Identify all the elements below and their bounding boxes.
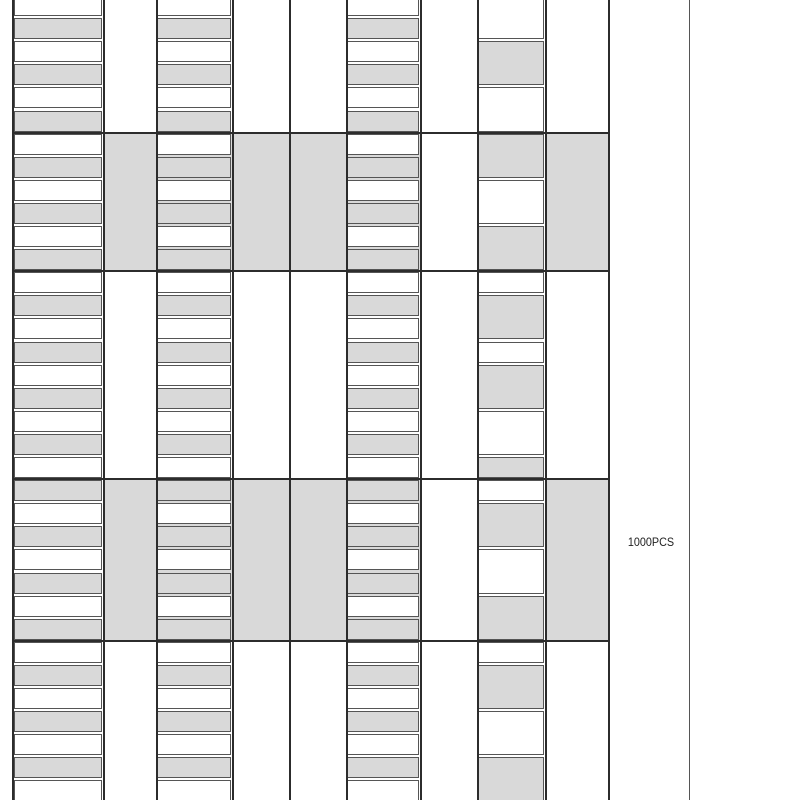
col8-value xyxy=(481,411,540,455)
col8-value xyxy=(481,272,540,293)
column-divider xyxy=(608,0,610,800)
packing-quantity: 1000PCS xyxy=(627,535,675,549)
group-col2 xyxy=(107,479,154,641)
dimension-value xyxy=(351,388,416,409)
weight xyxy=(549,0,605,133)
group-col4 xyxy=(235,271,285,479)
col8-value xyxy=(481,757,540,800)
part-code xyxy=(18,87,97,108)
part-code xyxy=(18,41,97,62)
dimension-value xyxy=(351,457,416,478)
group-col2 xyxy=(107,271,154,479)
weight xyxy=(549,479,605,641)
dimension-value xyxy=(351,111,416,132)
group-divider xyxy=(12,640,610,642)
part-code xyxy=(18,388,97,409)
range-value xyxy=(161,665,228,686)
part-code xyxy=(18,526,97,547)
dimension-value xyxy=(351,134,416,155)
range-value xyxy=(161,503,228,524)
range-value xyxy=(161,711,228,732)
col8-value xyxy=(481,596,540,640)
dimension-value xyxy=(351,318,416,339)
col8-value xyxy=(481,295,540,339)
dimension-value xyxy=(351,295,416,316)
range-value xyxy=(161,757,228,778)
col8-value xyxy=(481,642,540,663)
part-code xyxy=(18,457,97,478)
part-code xyxy=(18,64,97,85)
column-divider xyxy=(420,0,422,800)
part-code xyxy=(18,549,97,570)
dimension-value xyxy=(351,642,416,663)
dimension-value xyxy=(351,711,416,732)
part-code xyxy=(18,249,97,270)
range-value xyxy=(161,180,228,201)
range-value xyxy=(161,203,228,224)
part-code xyxy=(18,688,97,709)
dimension-value xyxy=(351,549,416,570)
range-value xyxy=(161,365,228,386)
col8-value xyxy=(481,134,540,178)
part-code xyxy=(18,18,97,39)
part-code xyxy=(18,434,97,455)
part-code xyxy=(18,711,97,732)
range-value xyxy=(161,573,228,594)
col8-value xyxy=(481,365,540,409)
range-value xyxy=(161,87,228,108)
dimension-value xyxy=(351,272,416,293)
range-value xyxy=(161,388,228,409)
group-col7 xyxy=(423,479,475,641)
part-code xyxy=(18,780,97,800)
dimension-value xyxy=(351,41,416,62)
dimension-value xyxy=(351,157,416,178)
col8-value xyxy=(481,342,540,363)
col8-value xyxy=(481,711,540,755)
dimension-value xyxy=(351,619,416,640)
range-value xyxy=(161,549,228,570)
col8-value xyxy=(481,87,540,131)
column-divider xyxy=(12,0,14,800)
dimension-value xyxy=(351,596,416,617)
group-col4 xyxy=(235,133,285,272)
dimension-value xyxy=(351,180,416,201)
col8-value xyxy=(481,457,540,478)
part-code xyxy=(18,365,97,386)
dimension-value xyxy=(351,573,416,594)
range-value xyxy=(161,64,228,85)
range-value xyxy=(161,249,228,270)
range-value xyxy=(161,642,228,663)
range-value xyxy=(161,318,228,339)
part-code xyxy=(18,134,97,155)
part-code xyxy=(18,318,97,339)
dimension-value xyxy=(351,18,416,39)
group-divider xyxy=(12,270,610,272)
dimension-value xyxy=(351,757,416,778)
dimension-value xyxy=(351,87,416,108)
group-col7 xyxy=(423,133,475,272)
part-code xyxy=(18,480,97,501)
dimension-value xyxy=(351,688,416,709)
group-col4 xyxy=(235,641,285,800)
part-code xyxy=(18,665,97,686)
range-value xyxy=(161,0,228,16)
column-divider xyxy=(289,0,291,800)
part-code xyxy=(18,272,97,293)
col8-value xyxy=(481,180,540,224)
range-value xyxy=(161,272,228,293)
part-code xyxy=(18,573,97,594)
dimension-value xyxy=(351,526,416,547)
dimension-value xyxy=(351,342,416,363)
range-value xyxy=(161,226,228,247)
group-col2 xyxy=(107,641,154,800)
col8-value xyxy=(481,0,540,39)
dimension-value xyxy=(351,64,416,85)
part-code xyxy=(18,0,97,16)
part-code xyxy=(18,596,97,617)
range-value xyxy=(161,734,228,755)
range-value xyxy=(161,434,228,455)
part-code xyxy=(18,203,97,224)
part-code xyxy=(18,619,97,640)
group-col2 xyxy=(107,133,154,272)
dimension-value xyxy=(351,780,416,800)
column-divider xyxy=(103,0,105,800)
part-code xyxy=(18,734,97,755)
group-col4 xyxy=(235,479,285,641)
weight xyxy=(549,133,605,272)
dimension-value xyxy=(351,365,416,386)
range-value xyxy=(161,111,228,132)
group-col4 xyxy=(235,0,285,133)
range-value xyxy=(161,41,228,62)
group-divider xyxy=(12,478,610,480)
table-right-border xyxy=(689,0,690,800)
group-col7 xyxy=(423,271,475,479)
dimension-value xyxy=(351,434,416,455)
part-code xyxy=(18,295,97,316)
group-col5 xyxy=(293,133,343,272)
range-value xyxy=(161,411,228,432)
col8-value xyxy=(481,549,540,593)
range-value xyxy=(161,157,228,178)
range-value xyxy=(161,457,228,478)
dimension-value xyxy=(351,203,416,224)
part-code xyxy=(18,111,97,132)
part-code xyxy=(18,342,97,363)
dimension-value xyxy=(351,665,416,686)
part-code xyxy=(18,226,97,247)
dimension-value xyxy=(351,503,416,524)
dimension-value xyxy=(351,411,416,432)
group-col7 xyxy=(423,0,475,133)
dimension-value xyxy=(351,226,416,247)
weight xyxy=(549,271,605,479)
dimension-value xyxy=(351,480,416,501)
part-code xyxy=(18,503,97,524)
part-code xyxy=(18,180,97,201)
part-code xyxy=(18,757,97,778)
dimension-value xyxy=(351,0,416,16)
weight xyxy=(549,641,605,800)
dimension-value xyxy=(351,249,416,270)
col8-value xyxy=(481,226,540,270)
group-col5 xyxy=(293,271,343,479)
part-code xyxy=(18,157,97,178)
col8-value xyxy=(481,665,540,709)
part-code xyxy=(18,411,97,432)
col8-value xyxy=(481,41,540,85)
part-code xyxy=(18,642,97,663)
dimension-value xyxy=(351,734,416,755)
column-divider xyxy=(545,0,547,800)
col8-value xyxy=(481,503,540,547)
range-value xyxy=(161,596,228,617)
group-col5 xyxy=(293,0,343,133)
range-value xyxy=(161,134,228,155)
range-value xyxy=(161,480,228,501)
group-col5 xyxy=(293,641,343,800)
range-value xyxy=(161,295,228,316)
range-value xyxy=(161,619,228,640)
group-col5 xyxy=(293,479,343,641)
column-divider xyxy=(232,0,234,800)
column-divider xyxy=(477,0,479,800)
group-col2 xyxy=(107,0,154,133)
column-divider xyxy=(346,0,348,800)
range-value xyxy=(161,18,228,39)
range-value xyxy=(161,688,228,709)
column-divider xyxy=(156,0,158,800)
range-value xyxy=(161,342,228,363)
col8-value xyxy=(481,480,540,501)
range-value xyxy=(161,526,228,547)
group-divider xyxy=(12,132,610,134)
range-value xyxy=(161,780,228,800)
group-col7 xyxy=(423,641,475,800)
